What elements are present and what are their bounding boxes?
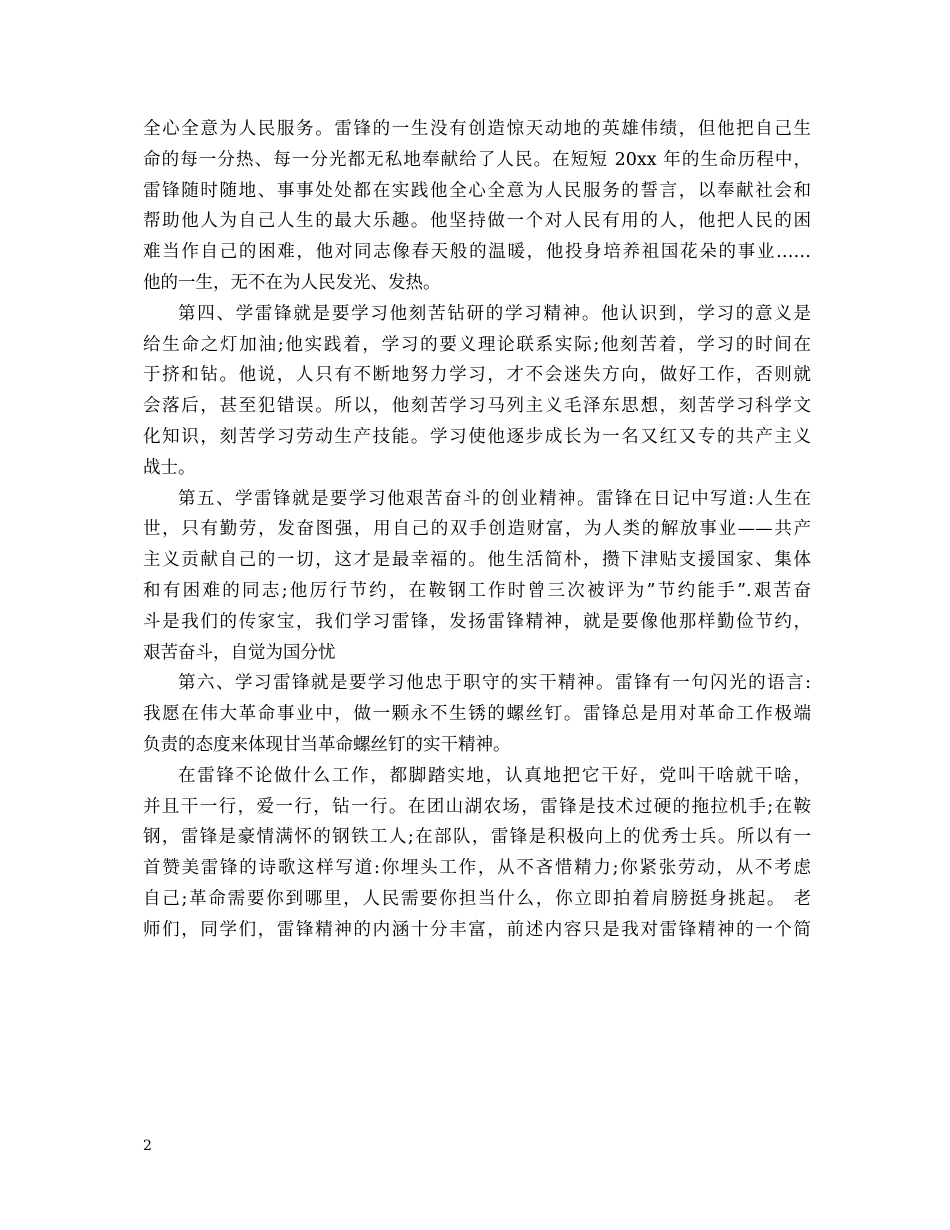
body-text — [143, 114, 811, 946]
text-line: 雷锋随时随地、事事处处都在实践他全心全意为人民服务的誓言，以奉献社会和 — [143, 180, 811, 201]
text-line: 战士。 — [143, 457, 196, 478]
text-line: 我愿在伟大革命事业中，做一颗永不生锈的螺丝钉。雷锋总是用对革命工作极端 — [143, 704, 811, 725]
text-line: 自己;革命需要你到哪里，人民需要你担当什么，你立即拍着肩膀挺身挑起。 老 — [143, 888, 811, 909]
text-line: 首赞美雷锋的诗歌这样写道:你埋头工作，从不吝惜精力;你紧张劳动，从不考虑 — [143, 858, 811, 879]
text-line: 给生命之灯加油;他实践着，学习的要义理论联系实际;他刻苦着，学习的时间在 — [143, 334, 811, 355]
text-line: 师们，同学们，雷锋精神的内涵十分丰富，前述内容只是我对雷锋精神的一个简 — [143, 919, 811, 940]
text-line: 第六、学习雷锋就是要学习他忠于职守的实干精神。雷锋有一句闪光的语言: — [178, 673, 811, 694]
text-line: 在雷锋不论做什么工作，都脚踏实地，认真地把它干好，党叫干啥就干啥， — [178, 765, 811, 786]
text-line: 会落后，甚至犯错误。所以，他刻苦学习马列主义毛泽东思想，刻苦学习科学文 — [143, 396, 811, 417]
text-line: 命的每一分热、每一分光都无私地奉献给了人民。在短短 20xx 年的生命历程中， — [143, 149, 811, 170]
text-line: 化知识，刻苦学习劳动生产技能。学习使他逐步成长为一名又红又专的共产主义 — [143, 426, 811, 447]
text-line: 全心全意为人民服务。雷锋的一生没有创造惊天动地的英雄伟绩，但他把自己生 — [143, 119, 811, 139]
text-line: 斗是我们的传家宝，我们学习雷锋，发扬雷锋精神，就是要像他那样勤俭节约， — [143, 611, 811, 632]
text-line: 难当作自己的困难，他对同志像春天般的温暖，他投身培养祖国花朵的事业…… — [143, 242, 811, 263]
text-line: 艰苦奋斗，自觉为国分忧 — [143, 642, 336, 663]
text-line: 负责的态度来体现甘当革命螺丝钉的实干精神。 — [143, 734, 511, 755]
text-line: 钢，雷锋是豪情满怀的钢铁工人;在部队，雷锋是积极向上的优秀士兵。所以有一 — [143, 827, 811, 848]
text-line: 帮助他人为自己人生的最大乐趣。他坚持做一个对人民有用的人，他把人民的困 — [143, 211, 811, 232]
text-line: 和有困难的同志;他厉行节约，在鞍钢工作时曾三次被评为”节约能手”.艰苦奋 — [143, 580, 811, 601]
text-line: 主义贡献自己的一切，这才是最幸福的。他生活简朴，攒下津贴支援国家、集体 — [143, 550, 811, 571]
text-line: 世，只有勤劳，发奋图强，用自己的双手创造财富，为人类的解放事业——共产 — [143, 519, 811, 540]
text-line: 并且干一行，爱一行，钻一行。在团山湖农场，雷锋是技术过硬的拖拉机手;在鞍 — [143, 796, 811, 817]
text-line: 第四、学雷锋就是要学习他刻苦钻研的学习精神。他认识到，学习的意义是 — [178, 303, 811, 324]
text-line: 第五、学雷锋就是要学习他艰苦奋斗的创业精神。雷锋在日记中写道:人生在 — [178, 488, 811, 509]
text-line: 于挤和钻。他说，人只有不断地努力学习，才不会迷失方向，做好工作，否则就 — [143, 365, 811, 386]
text-line: 他的一生，无不在为人民发光、发热。 — [143, 272, 441, 293]
page-number: 2 — [143, 1138, 152, 1154]
